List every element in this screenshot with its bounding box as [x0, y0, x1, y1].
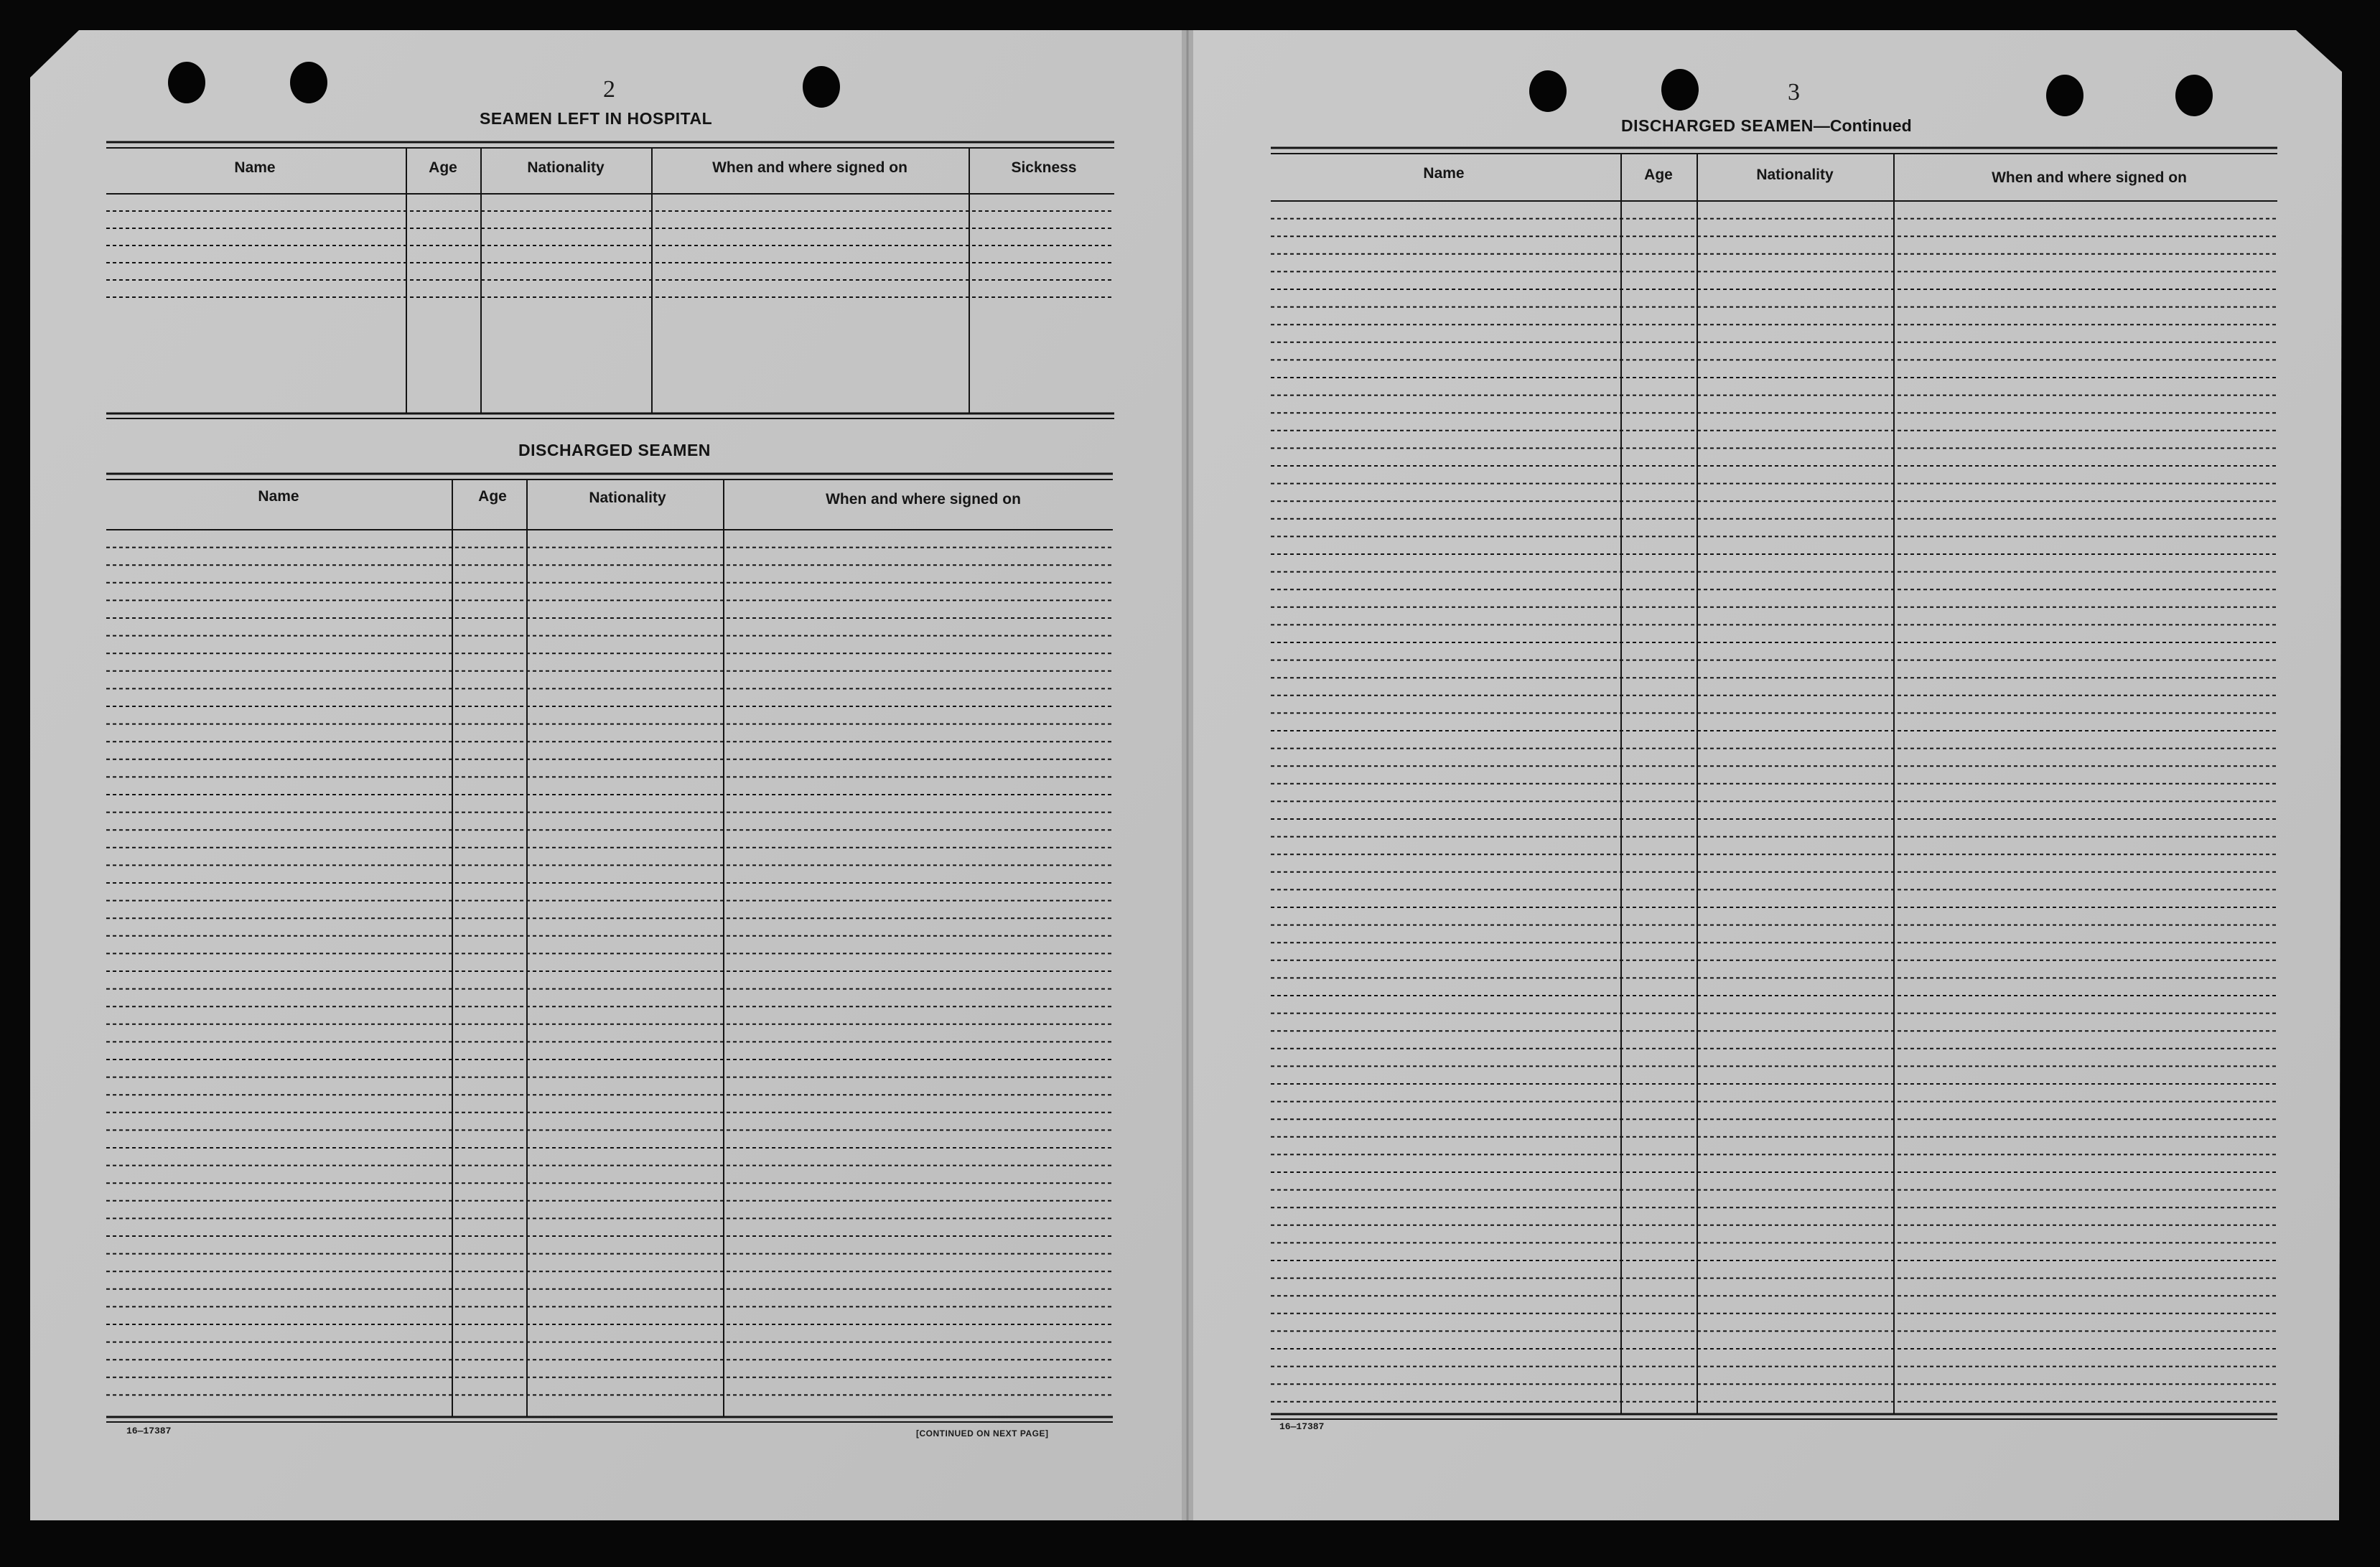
page-number: 2	[603, 76, 615, 103]
column-header-signed-on: When and where signed on	[826, 491, 1021, 507]
section-title-discharged: DISCHARGED SEAMEN	[518, 441, 711, 459]
column-header-name: Name	[1423, 165, 1465, 182]
section-title-suffix: —Continued	[1813, 116, 1912, 135]
column-header-age: Age	[429, 159, 457, 176]
column-header-sickness: Sickness	[1011, 159, 1077, 176]
column-header-age: Age	[478, 488, 507, 505]
form-number: 16—17387	[1279, 1421, 1325, 1432]
column-header-name: Name	[234, 159, 276, 176]
column-header-signed-on: When and where signed on	[712, 159, 907, 176]
page-number: 3	[1788, 79, 1800, 106]
section-title-text: DISCHARGED SEAMEN	[1621, 116, 1814, 135]
column-header-name: Name	[258, 488, 299, 505]
form-number: 16—17387	[126, 1426, 172, 1436]
column-header-nationality: Nationality	[527, 159, 605, 176]
column-header-nationality: Nationality	[1756, 167, 1834, 183]
column-header-signed-on: When and where signed on	[1992, 169, 2187, 186]
column-header-nationality: Nationality	[589, 490, 666, 506]
section-title-hospital: SEAMEN LEFT IN HOSPITAL	[480, 109, 713, 128]
continued-note: [CONTINUED ON NEXT PAGE]	[916, 1428, 1049, 1439]
column-header-age: Age	[1644, 167, 1673, 183]
